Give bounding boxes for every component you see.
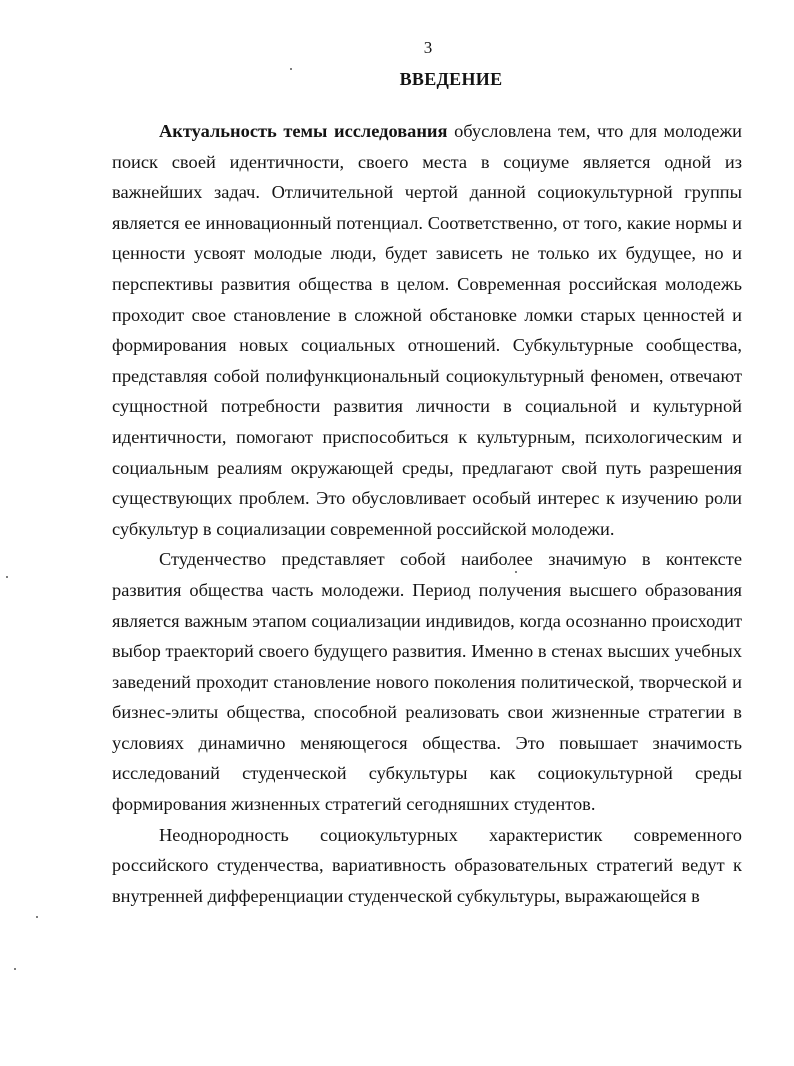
paragraph-text: обусловлена тем, что для молодежи поиск своей идентичности, своего места в социуме является одной из важнейших задач. Отличительной чертой данной социокультурной группы является ее инновационный потенциал. Соответственно, от того, какие нормы и ценности усвоят молодые люди, будет зависеть не только их будущее, но и перспективы развития общества в целом. Современная российская молодежь проходит свое становление в сложной обстановке ломки старых ценностей и формирования новых социальных отношений. Субкультурные сообщества, представляя собой полифункциональный социокультурный феномен, отвечают сущностной потребности развития личности в социальной и культурной идентичности, помогают приспособиться к культурным, психологическим и социальным реалиям окружающей среды, предлагают свой путь разрешения существующих проблем. Это обусловливает особый интерес к изучению роли субкультур в социализации современной российской молодежи. [112, 121, 742, 539]
paragraph-lead: Актуальность темы исследования [159, 121, 448, 141]
paragraph-students [112, 544, 742, 819]
page-title: ВВЕДЕНИЕ [399, 69, 503, 89]
paragraph-relevance [112, 116, 742, 544]
page-number: 3 [423, 38, 433, 57]
paragraph-heterogeneity [112, 820, 742, 912]
scan-speck [515, 571, 517, 573]
paragraph-text: Неоднородность социокультурных характеристик современного российского студенчества, вариативность образовательных стратегий ведут к внутренней дифференциации студенческой субкультуры, выражающейся в [112, 824, 742, 906]
paragraph-text: Студенчество представляет собой наиболее значимую в контексте развития общества часть молодежи. Период получения высшего образования является важным этапом социализации индивидов, когда осознанно происходит выбор траекторий своего будущего развития. Именно в стенах высших учебных заведений проходит становление нового поколения политической, творческой и бизнес-элиты общества, способной реализовать свои жизненные стратегии в условиях динамично меняющегося общества. Это повышает значимость исследований студенческой субкультуры как социокультурной среды формирования жизненных стратегий сегодняшних студентов. [112, 549, 742, 815]
scan-speck [36, 916, 38, 918]
scan-speck [6, 576, 8, 578]
scan-speck [290, 68, 292, 70]
document-body [112, 116, 742, 911]
scan-speck [14, 968, 16, 970]
